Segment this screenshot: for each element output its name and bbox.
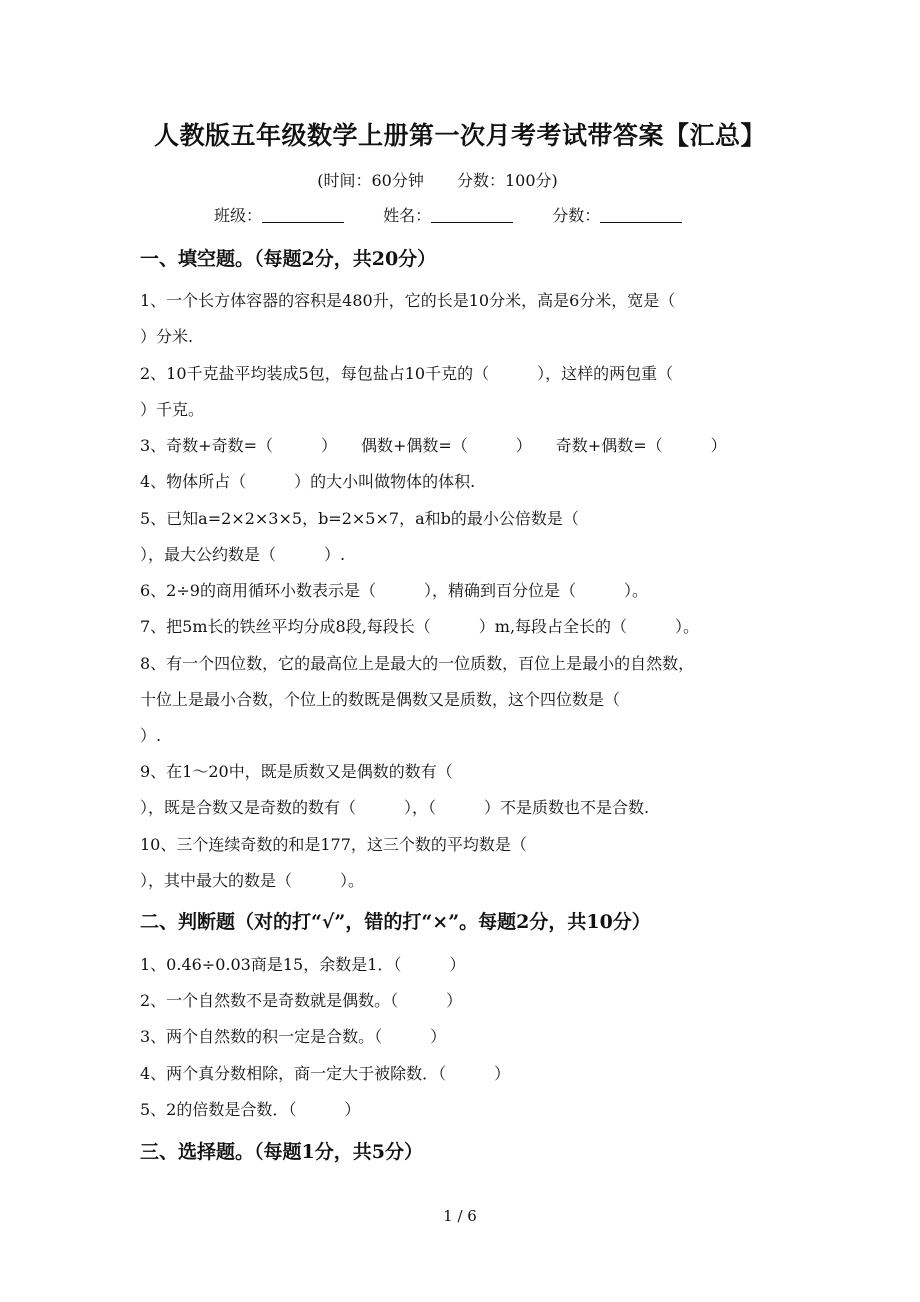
section-fill-in-heading: 一、填空题。（每题2分，共20分）	[140, 248, 437, 270]
question-line: ），其中最大的数是（ ）。	[140, 871, 365, 890]
page-number: 1 / 6	[443, 1207, 477, 1225]
question-line: 5、已知a=2×2×3×5，b=2×5×7，a和b的最小公倍数是（	[140, 509, 579, 528]
question-line: 1、一个长方体容器的容积是480升，它的长是10分米，高是6分米，宽是（	[140, 291, 676, 310]
question-line: 3、两个自然数的积一定是合数。（ ）	[140, 1027, 447, 1046]
section-true-false-heading: 二、判断题（对的打“√”，错的打“×”。每题2分，共10分）	[140, 911, 651, 933]
question-line: 4、两个真分数相除，商一定大于被除数．（ ）	[140, 1064, 511, 1083]
question-line: ）千克。	[140, 400, 205, 419]
question-line: 5、2的倍数是合数．（ ）	[140, 1100, 361, 1119]
name-label: 姓名：	[383, 206, 432, 225]
question-line: 十位上是最小合数，个位上的数既是偶数又是质数，这个四位数是（	[140, 690, 621, 709]
question-line: 8、有一个四位数，它的最高位上是最大的一位质数，百位上是最小的自然数，	[140, 654, 695, 673]
class-label: 班级：	[214, 206, 263, 225]
question-line: 2、10千克盐平均装成5包，每包盐占10千克的（ ），这样的两包重（	[140, 364, 674, 383]
name-field	[383, 203, 513, 226]
question-line: 7、把5m长的铁丝平均分成8段,每段长（ ）m,每段占全长的（ ）。	[140, 617, 700, 636]
page-title: 人教版五年级数学上册第一次月考考试带答案【汇总】	[153, 121, 766, 150]
student-info-row	[214, 203, 716, 226]
class-field	[214, 203, 344, 226]
exam-time: (时间：60分钟	[317, 171, 424, 190]
score-label: 分数：	[552, 206, 601, 225]
class-blank	[262, 206, 344, 223]
question-line: 10、三个连续奇数的和是177，这三个数的平均数是（	[140, 835, 527, 854]
question-line: ）.	[140, 726, 162, 745]
name-blank	[431, 206, 513, 223]
question-line: ），既是合数又是奇数的数有（ ），（ ）不是质数也不是合数.	[140, 798, 650, 817]
question-line: ）分米.	[140, 327, 194, 346]
exam-total-score: 分数：100分)	[456, 171, 558, 190]
exam-meta	[0, 168, 875, 191]
question-line: 3、奇数+奇数=（ ） 偶数+偶数=（ ） 奇数+偶数=（ ）	[140, 436, 727, 455]
score-field	[552, 203, 682, 226]
question-line: 2、一个自然数不是奇数就是偶数。（ ）	[140, 991, 463, 1010]
question-line: 6、2÷9的商用循环小数表示是（ ），精确到百分位是（ ）。	[140, 581, 648, 600]
question-line: ），最大公约数是（ ）.	[140, 545, 346, 564]
question-line: 4、物体所占（ ）的大小叫做物体的体积.	[140, 472, 476, 491]
score-blank	[600, 206, 682, 223]
question-line: 9、在1～20中，既是质数又是偶数的数有（	[140, 762, 453, 781]
section-choice-heading: 三、选择题。（每题1分，共5分）	[140, 1141, 423, 1163]
question-line: 1、0.46÷0.03商是15，余数是1．（ ）	[140, 955, 466, 974]
